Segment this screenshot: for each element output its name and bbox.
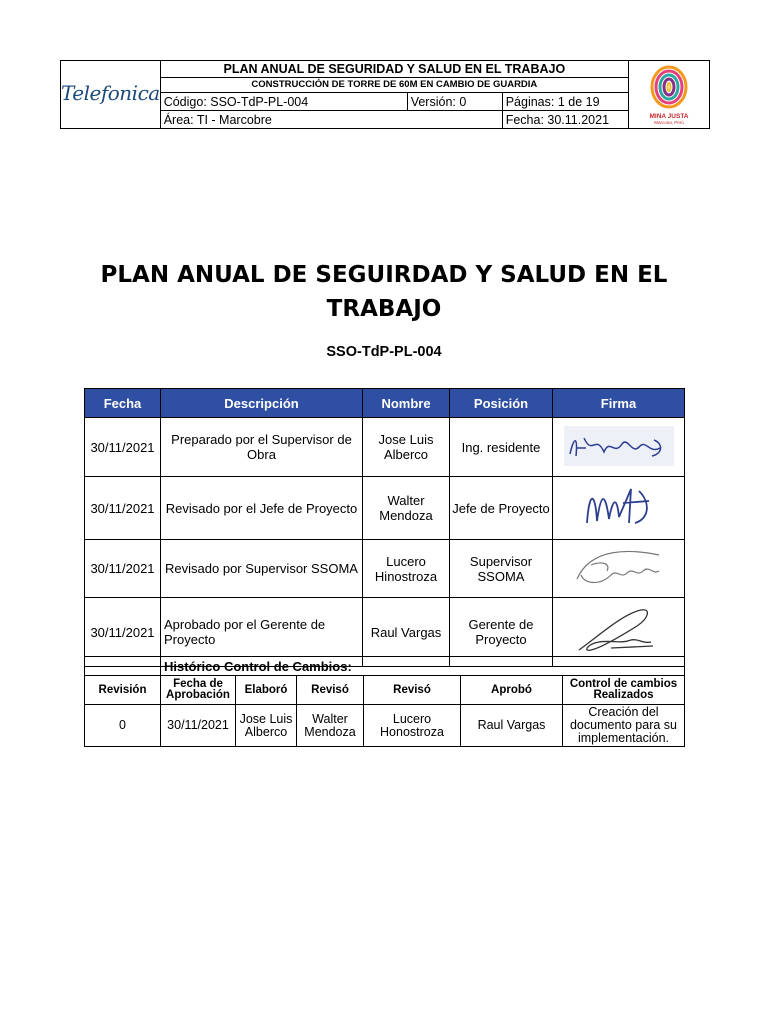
row-posicion: Ing. residente	[450, 418, 553, 477]
col-reviso-2: Revisó	[364, 676, 461, 705]
hist-revision: 0	[85, 705, 161, 747]
header-version: Versión: 0	[407, 93, 502, 111]
row-descripcion: Revisado por Supervisor SSOMA	[161, 540, 363, 598]
hist-elaboro: Jose Luis Alberco	[236, 705, 297, 747]
table-row	[85, 418, 685, 477]
col-fecha: Fecha	[85, 389, 161, 418]
signature-image	[564, 426, 674, 466]
row-posicion: Supervisor SSOMA	[450, 540, 553, 598]
signature-cell	[553, 477, 685, 540]
signature-image	[571, 604, 667, 658]
row-posicion: Jefe de Proyecto	[450, 477, 553, 540]
row-nombre: Lucero Hinostroza	[363, 540, 450, 598]
row-descripcion: Preparado por el Supervisor de Obra	[161, 418, 363, 477]
history-title: Histórico Control de Cambios:	[161, 657, 685, 676]
document-header	[60, 60, 710, 129]
col-revision: Revisión	[85, 676, 161, 705]
approval-table	[84, 388, 685, 667]
row-nombre: Jose Luis Alberco	[363, 418, 450, 477]
document-code: SSO-TdP-PL-004	[326, 344, 442, 360]
col-firma: Firma	[553, 389, 685, 418]
header-area: Área: TI - Marcobre	[160, 111, 502, 129]
header-fecha: Fecha: 30.11.2021	[502, 111, 628, 129]
table-row	[85, 540, 685, 598]
header-title: PLAN ANUAL DE SEGURIDAD Y SALUD EN EL TRABAJO	[160, 61, 628, 78]
col-control-cambios: Control de cambios Realizados	[563, 676, 685, 705]
row-fecha: 30/11/2021	[85, 477, 161, 540]
table-row	[85, 477, 685, 540]
signature-image	[571, 545, 667, 589]
signature-image	[579, 483, 659, 531]
col-elaboro: Elaboró	[236, 676, 297, 705]
col-reviso-1: Revisó	[297, 676, 364, 705]
header-codigo: Código: SSO-TdP-PL-004	[160, 93, 407, 111]
mina-justa-name: MINA JUSTA	[649, 112, 689, 120]
row-fecha: 30/11/2021	[85, 418, 161, 477]
telefonica-logo-text: Telefonica	[61, 81, 160, 105]
telefonica-logo	[61, 61, 161, 129]
document-title	[0, 258, 768, 326]
header-subtitle: CONSTRUCCIÓN DE TORRE DE 60M EN CAMBIO DE GUARDIA	[160, 78, 628, 93]
row-nombre: Walter Mendoza	[363, 477, 450, 540]
mina-justa-logo	[629, 61, 710, 129]
row-nombre: Raul Vargas	[363, 598, 450, 667]
document-title-line2: TRABAJO	[326, 296, 442, 322]
hist-reviso-1: Walter Mendoza	[297, 705, 364, 747]
mina-justa-location: Marcona, Perú	[654, 119, 684, 125]
col-fecha-aprobacion: Fecha de Aprobación	[161, 676, 236, 705]
col-posicion: Posición	[450, 389, 553, 418]
hist-control: Creación del documento para su implementación.	[563, 705, 685, 747]
col-aprobo: Aprobó	[461, 676, 563, 705]
row-descripcion: Aprobado por el Gerente de Proyecto	[161, 598, 363, 667]
document-title-line1: PLAN ANUAL DE SEGUIRDAD Y SALUD EN EL	[100, 262, 668, 288]
row-posicion: Gerente de Proyecto	[450, 598, 553, 667]
row-descripcion: Revisado por el Jefe de Proyecto	[161, 477, 363, 540]
history-table	[84, 656, 685, 747]
col-descripcion: Descripción	[161, 389, 363, 418]
hist-reviso-2: Lucero Honostroza	[364, 705, 461, 747]
fingerprint-icon	[649, 65, 689, 109]
row-fecha: 30/11/2021	[85, 598, 161, 667]
row-fecha: 30/11/2021	[85, 540, 161, 598]
hist-fecha: 30/11/2021	[161, 705, 236, 747]
table-row	[85, 705, 685, 747]
hist-aprobo: Raul Vargas	[461, 705, 563, 747]
header-paginas: Páginas: 1 de 19	[502, 93, 628, 111]
history-header-row	[85, 676, 685, 705]
signature-cell	[553, 418, 685, 477]
signature-cell	[553, 540, 685, 598]
col-nombre: Nombre	[363, 389, 450, 418]
